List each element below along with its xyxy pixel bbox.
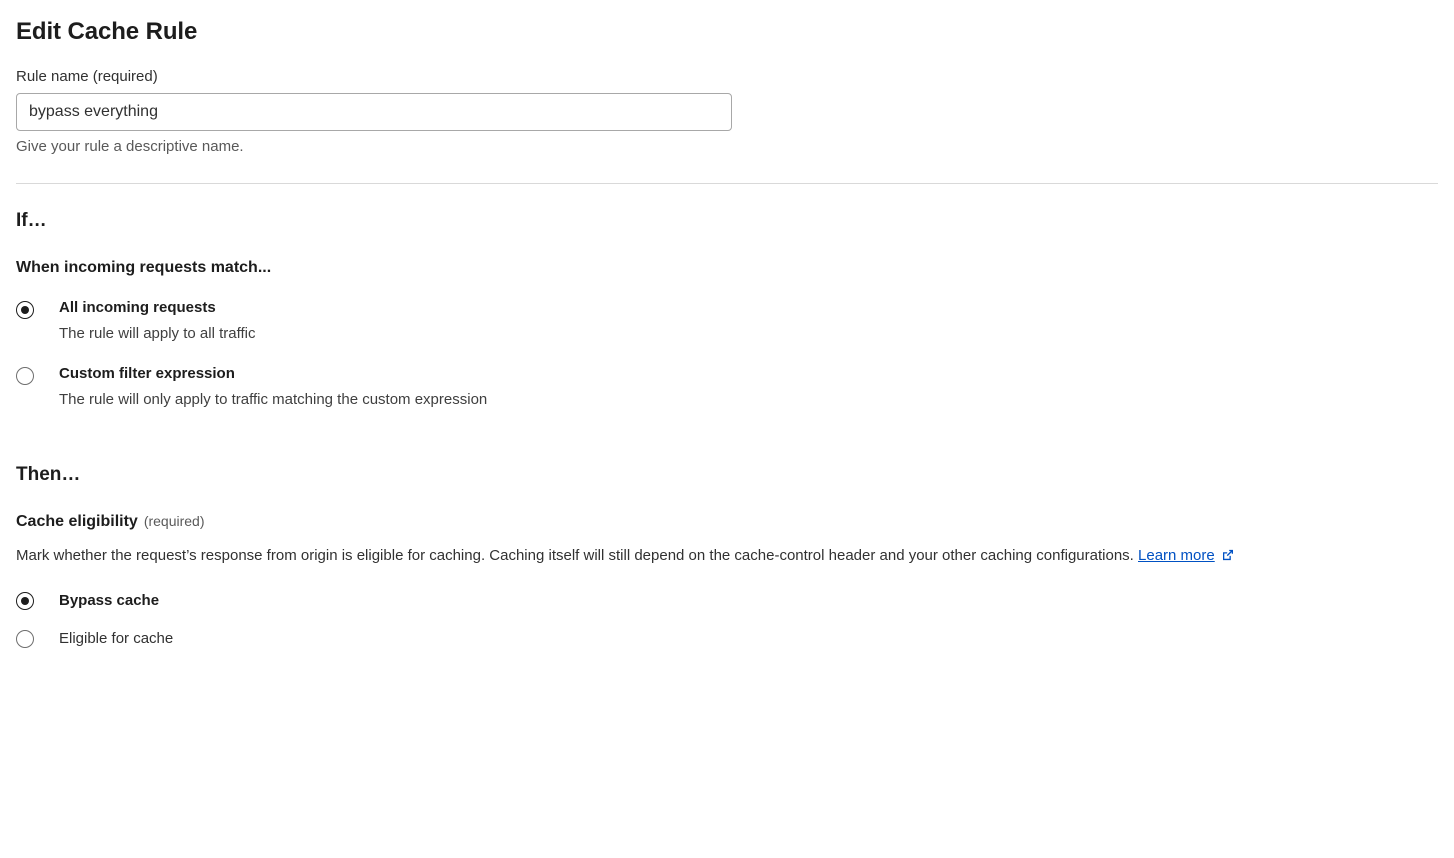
radio-option-custom-filter-expression[interactable] [16, 365, 1438, 409]
radio-label-bypass-cache: Bypass cache [59, 591, 160, 609]
radio-desc-custom-filter-expression: The rule will only apply to traffic matching the custom expression [59, 391, 488, 408]
rule-name-input[interactable] [16, 93, 732, 131]
then-section-heading: Then… [16, 463, 81, 485]
radio-label-custom-filter-expression: Custom filter expression [59, 365, 235, 383]
learn-more-link[interactable]: Learn more [1138, 546, 1215, 564]
rule-name-field-group [16, 68, 1438, 155]
radio-icon-bypass-cache[interactable] [16, 592, 34, 610]
page-title: Edit Cache Rule [16, 18, 198, 45]
cache-eligibility-description-text: Mark whether the request’s response from origin is eligible for caching. Caching itself will still depend on the cache-control header and your other caching configurations. [16, 546, 1134, 564]
radio-option-all-incoming-requests[interactable] [16, 299, 1438, 343]
cache-eligibility-radio-group [16, 590, 1438, 648]
radio-desc-all-incoming-requests: The rule will apply to all traffic [59, 324, 256, 342]
cache-eligibility-description [16, 545, 1436, 569]
section-divider [16, 183, 1438, 184]
cache-eligibility-label-text: Cache eligibility [16, 512, 138, 530]
if-section-subheading: When incoming requests match... [16, 259, 272, 276]
radio-icon-custom-filter-expression[interactable] [16, 367, 34, 385]
radio-option-eligible-for-cache[interactable] [16, 628, 1438, 648]
rule-name-help-text: Give your rule a descriptive name. [16, 138, 244, 155]
if-section-heading: If… [16, 210, 47, 231]
radio-label-all-incoming-requests: All incoming requests [59, 299, 216, 316]
incoming-requests-radio-group [16, 299, 1438, 410]
radio-icon-all-incoming-requests[interactable] [16, 301, 34, 319]
external-link-icon[interactable] [1221, 547, 1235, 569]
cache-eligibility-required-text: (required) [143, 512, 205, 529]
radio-option-bypass-cache[interactable] [16, 590, 1438, 610]
radio-label-eligible-for-cache: Eligible for cache [59, 629, 174, 647]
cache-eligibility-label [16, 513, 1438, 531]
rule-name-label: Rule name (required) [16, 68, 158, 85]
radio-icon-eligible-for-cache[interactable] [16, 630, 34, 648]
